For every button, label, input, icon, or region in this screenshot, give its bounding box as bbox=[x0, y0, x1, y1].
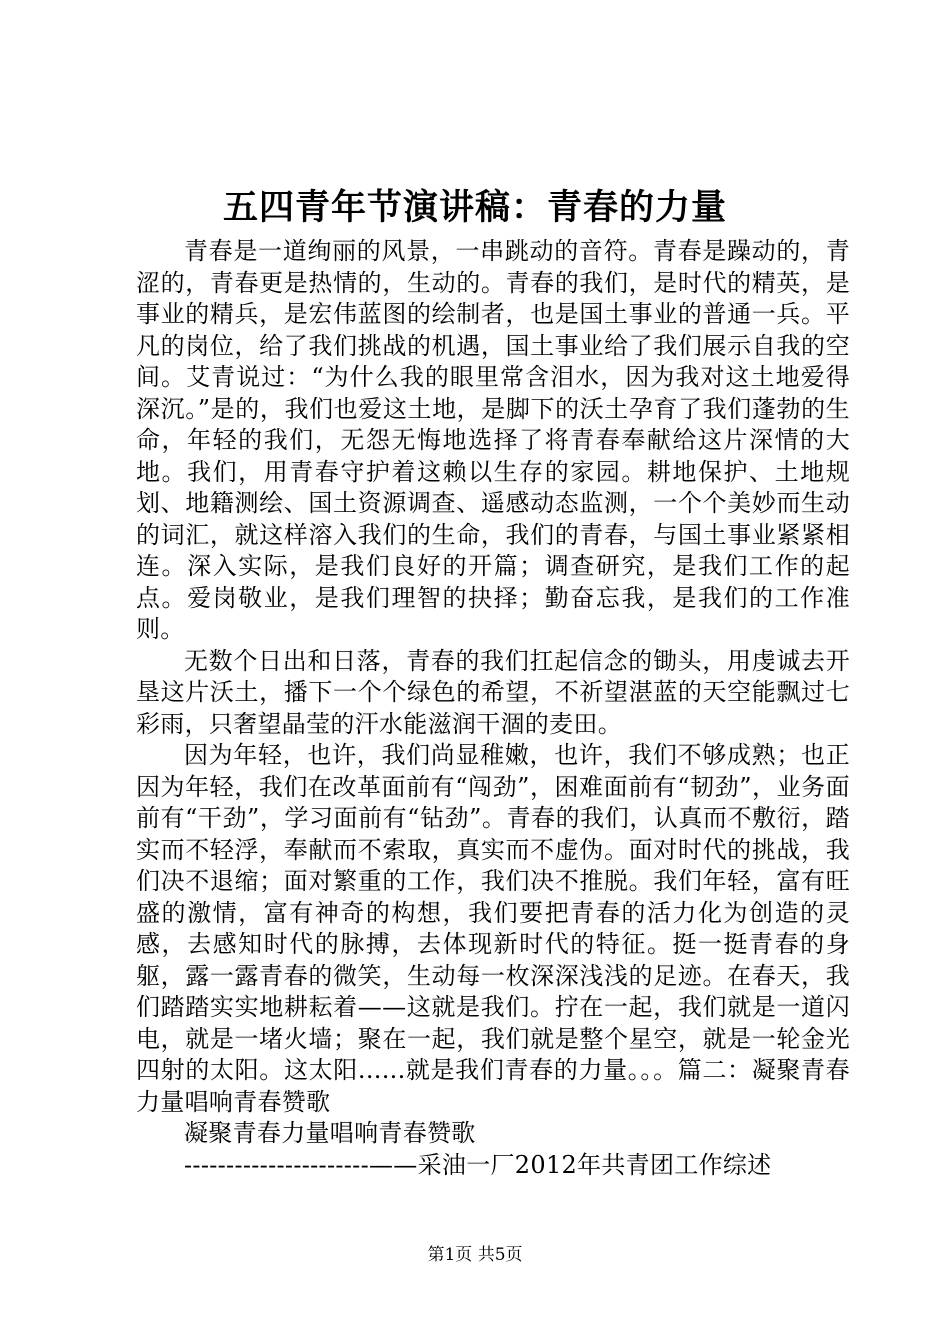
document-title: 五四青年节演讲稿：青春的力量 bbox=[222, 187, 727, 228]
paragraph-1: 青春是一道绚丽的风景，一串跳动的音符。青春是躁动的，青涩的，青春更是热情的，生动的。青春的我们，是时代的精英，是事业的精兵，是宏伟蓝图的绘制者，也是国土事业的普通一兵。平凡的岗位，给了我们挑战的机遇，国土事业给了我们展示自我的空间。艾青说过：“为什么我的眼里常含泪水，因为我对这土地爱得深沉。”是的，我们也爱这土地，是脚下的沃土孕育了我们蓬勃的生命，年轻的我们，无怨无悔地选择了将青春奉献给这片深情的大地。我们，用青春守护着这赖以生存的家园。耕地保护、土地规划、地籍测绘、国土资源调查、遥感动态监测，一个个美妙而生动的词汇，就这样溶入我们的生命，我们的青春，与国土事业紧紧相连。深入实际，是我们良好的开篇；调查研究，是我们工作的起点。爱岗敬业，是我们理智的抉择；勤奋忘我，是我们的工作准则。 bbox=[136, 237, 850, 643]
dashed-byline: ----------------------——采油一厂2012年共青团工作综述 bbox=[184, 1150, 772, 1179]
subtitle-line: 凝聚青春力量唱响青春赞歌 bbox=[184, 1119, 476, 1147]
page-footer: 第1页 共5页 bbox=[427, 1245, 523, 1265]
paragraph-3: 因为年轻，也许，我们尚显稚嫩，也许，我们不够成熟；也正因为年轻，我们在改革面前有“闯劲”，困难面前有“韧劲”，业务面前有“干劲”，学习面前有“钻劲”。青春的我们，认真而不敷衍，踏实而不轻浮，奉献而不索取，真实而不虚伪。面对时代的挑战，我们决不退缩；面对繁重的工作，我们决不推脱。我们年轻，富有旺盛的激情，富有神奇的构想，我们要把青春的活力化为创造的灵感，去感知时代的脉搏，去体现新时代的特征。挺一挺青春的身躯，露一露青春的微笑，生动每一枚深深浅浅的足迹。在春天，我们踏踏实实地耕耘着——这就是我们。拧在一起，我们就是一道闪电，就是一堵火墙；聚在一起，我们就是整个星空，就是一轮金光四射的太阳。这太阳......就是我们青春的力量。。。篇二：凝聚青春力量唱响青春赞歌 bbox=[136, 741, 850, 1116]
paragraph-2: 无数个日出和日落，青春的我们扛起信念的锄头，用虔诚去开垦这片沃土，播下一个个绿色的希望，不祈望湛蓝的天空能飘过七彩雨，只奢望晶莹的汗水能滋润干涸的麦田。 bbox=[136, 646, 850, 738]
document-body bbox=[136, 236, 850, 1181]
